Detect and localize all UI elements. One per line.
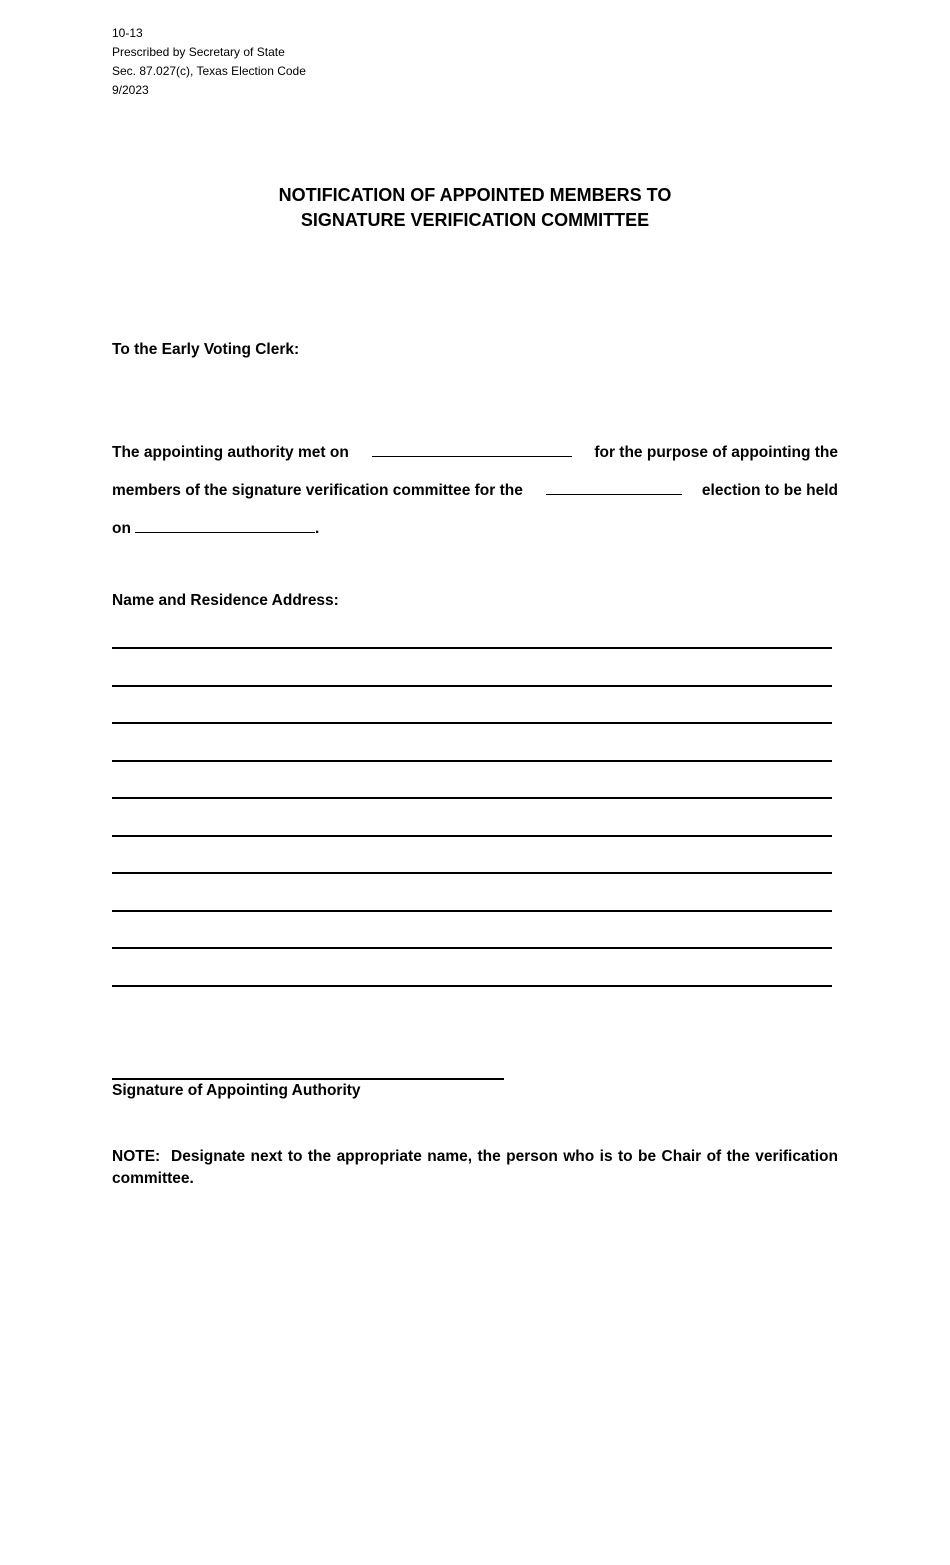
member-name-address-field[interactable]	[112, 722, 832, 760]
member-name-address-field[interactable]	[112, 985, 832, 1023]
prescribed-by: Prescribed by Secretary of State	[112, 45, 285, 59]
title-line-2: SIGNATURE VERIFICATION COMMITTEE	[300, 210, 650, 230]
statute-citation: Sec. 87.027(c), Texas Election Code	[112, 64, 306, 78]
revision-date: 9/2023	[112, 83, 149, 97]
member-name-lines	[112, 647, 832, 1022]
form-number: 10-13	[112, 26, 143, 40]
body-text: for the purpose of appointing the	[594, 444, 838, 461]
body-paragraph	[112, 440, 838, 554]
meeting-date-field[interactable]	[372, 440, 572, 457]
names-label: Name and Residence Address:	[112, 592, 339, 609]
body-line-2	[112, 478, 838, 516]
member-name-address-field[interactable]	[112, 910, 832, 948]
note: NOTE: Designate next to the appropriate name, the person who is to be Chair of the verification committee.	[112, 1148, 838, 1187]
body-line-1	[112, 440, 838, 478]
member-name-address-field[interactable]	[112, 835, 832, 873]
election-type-field[interactable]	[546, 478, 682, 495]
member-name-address-field[interactable]	[112, 872, 832, 910]
body-text: .	[314, 520, 320, 537]
page-title	[0, 183, 950, 233]
signature-field[interactable]	[112, 1078, 504, 1080]
salutation: To the Early Voting Clerk:	[112, 341, 300, 358]
body-text: election to be held	[701, 482, 838, 499]
body-text: on	[112, 520, 131, 537]
title-line-1: NOTIFICATION OF APPOINTED MEMBERS TO	[278, 185, 672, 205]
body-text: The appointing authority met on	[112, 444, 349, 461]
member-name-address-field[interactable]	[112, 797, 832, 835]
member-name-address-field[interactable]	[112, 760, 832, 798]
election-date-field[interactable]	[135, 516, 315, 533]
signature-label: Signature of Appointing Authority	[112, 1082, 361, 1099]
body-text: members of the signature verification committee for the	[112, 482, 523, 499]
member-name-address-field[interactable]	[112, 647, 832, 685]
form-header	[112, 24, 306, 100]
member-name-address-field[interactable]	[112, 685, 832, 723]
member-name-address-field[interactable]	[112, 947, 832, 985]
body-line-3	[112, 516, 838, 554]
